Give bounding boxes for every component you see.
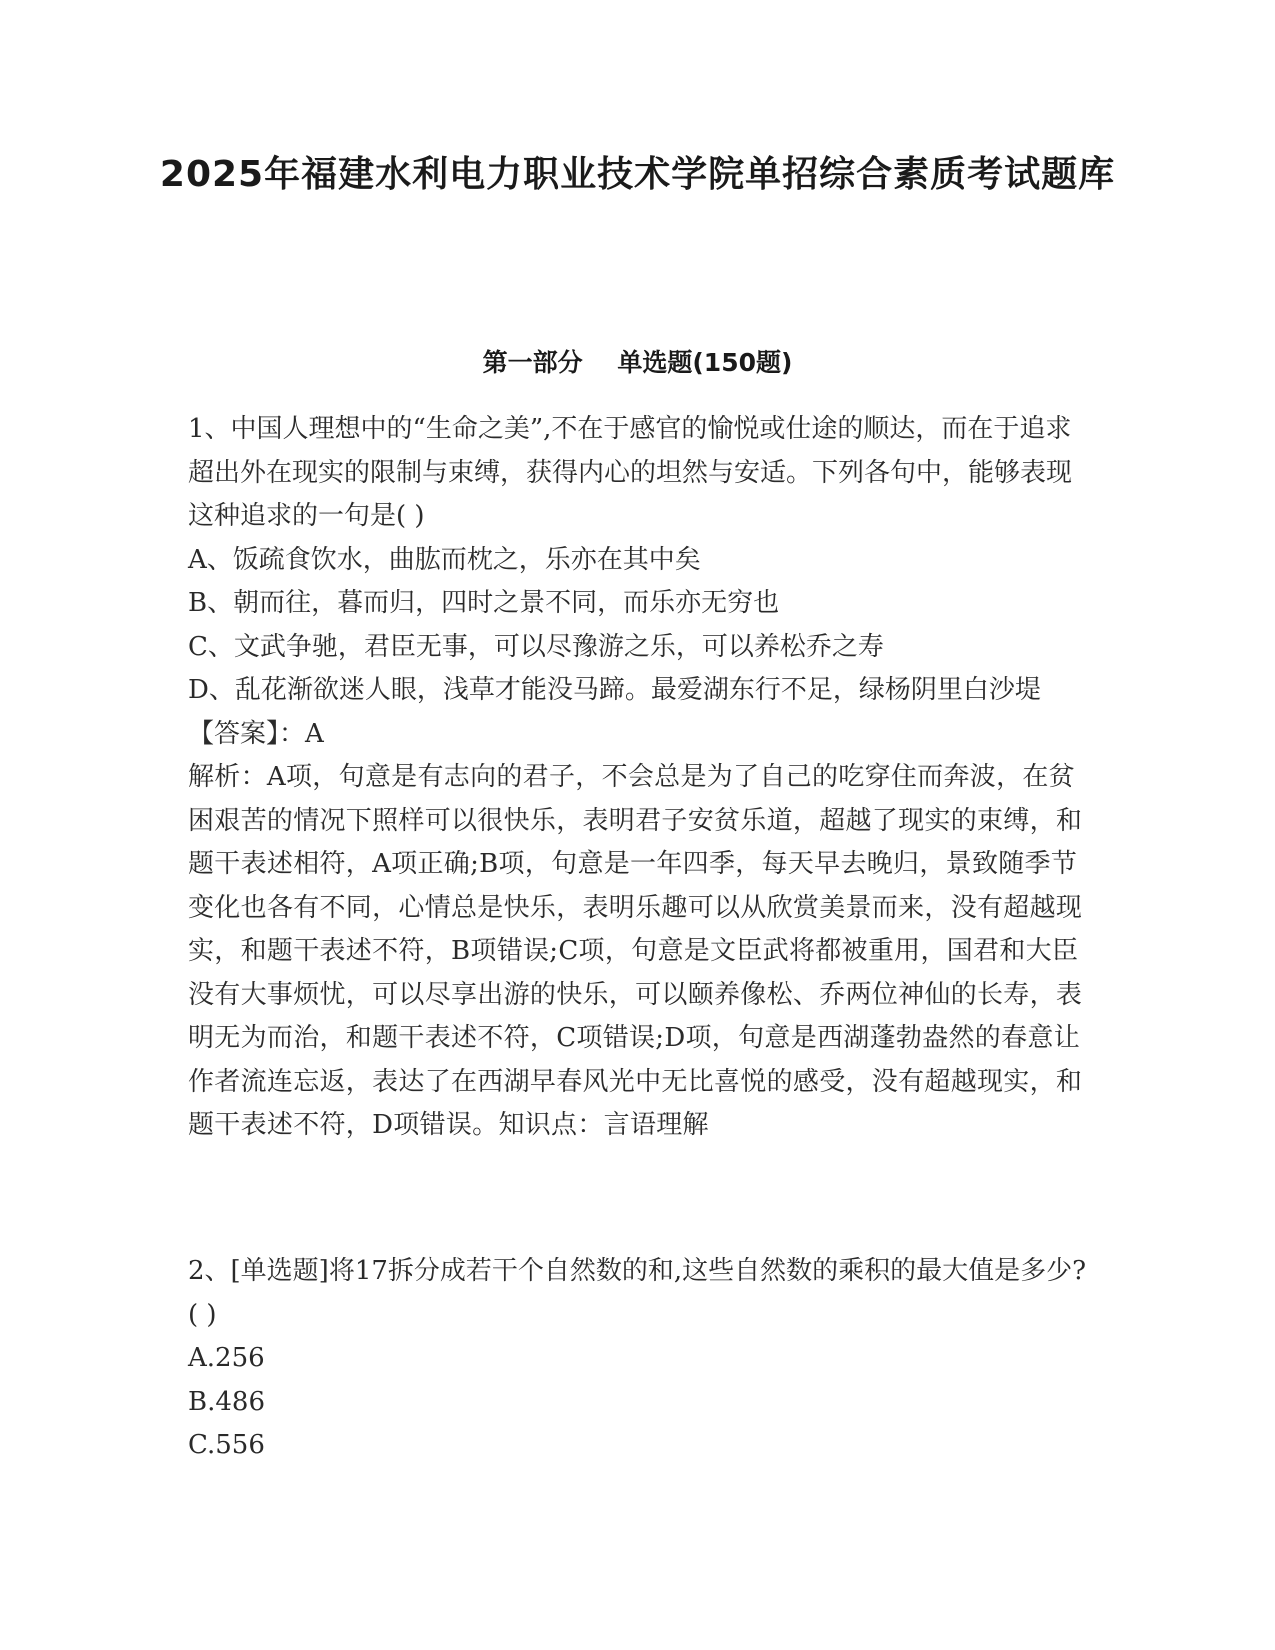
document-title: 2025年福建水利电力职业技术学院单招综合素质考试题库 (159, 154, 1116, 195)
question-1-explanation: 解析：A项，句意是有志向的君子，不会总是为了自己的吃穿住而奔波，在贫困艰苦的情况下照样可以很快乐，表明君子安贫乐道，超越了现实的束缚，和题干表述相符，A项正确;B项，句意是一年四季，每天早去晚归，景致随季节变化也各有不同，心情总是快乐，表明乐趣可以从欣赏美景而来，没有超越现实，和题干表述不符，B项错误;C项，句意是文臣武将都被重用，国君和大臣没有大事烦忧，可以尽享出游的快乐，可以颐养像松、乔两位神仙的长寿，表明无为而治，和题干表述不符，C项错误;D项，句意是西湖蓬勃盎然的春意让作者流连忘返，表达了在西湖早春风光中无比喜悦的感受，没有超越现实，和题干表述不符，D项错误。知识点：言语理解 (188, 762, 1083, 1140)
question-2 (188, 1250, 1088, 1468)
question-1-answer: 【答案】：A (188, 718, 324, 749)
question-1-option-b: B、朝而往，暮而归，四时之景不同，而乐亦无穷也 (188, 588, 780, 618)
question-1-option-d: D、乱花渐欲迷人眼，浅草才能没马蹄。最爱湖东行不足，绿杨阴里白沙堤 (188, 675, 1041, 705)
question-2-option-a: A.256 (188, 1343, 265, 1373)
section-heading: 第一部分 单选题(150题) (482, 348, 793, 377)
question-1-option-c: C、文武争驰，君臣无事，可以尽豫游之乐，可以养松乔之寿 (188, 631, 884, 662)
question-1-stem: 1、中国人理想中的“生命之美”,不在于感官的愉悦或仕途的顺达，而在于追求超出外在现实的限制与束缚，获得内心的坦然与安适。下列各句中，能够表现这种追求的一句是( ) (188, 414, 1073, 531)
question-1 (188, 408, 1088, 1148)
question-2-option-b: B.486 (188, 1386, 265, 1417)
question-1-option-a: A、饭疏食饮水，曲肱而枕之，乐亦在其中矣 (188, 544, 701, 575)
question-2-stem: 2、[单选题]将17拆分成若干个自然数的和,这些自然数的乘积的最大值是多少?( ) (188, 1256, 1087, 1330)
question-2-option-c: C.556 (188, 1430, 265, 1460)
